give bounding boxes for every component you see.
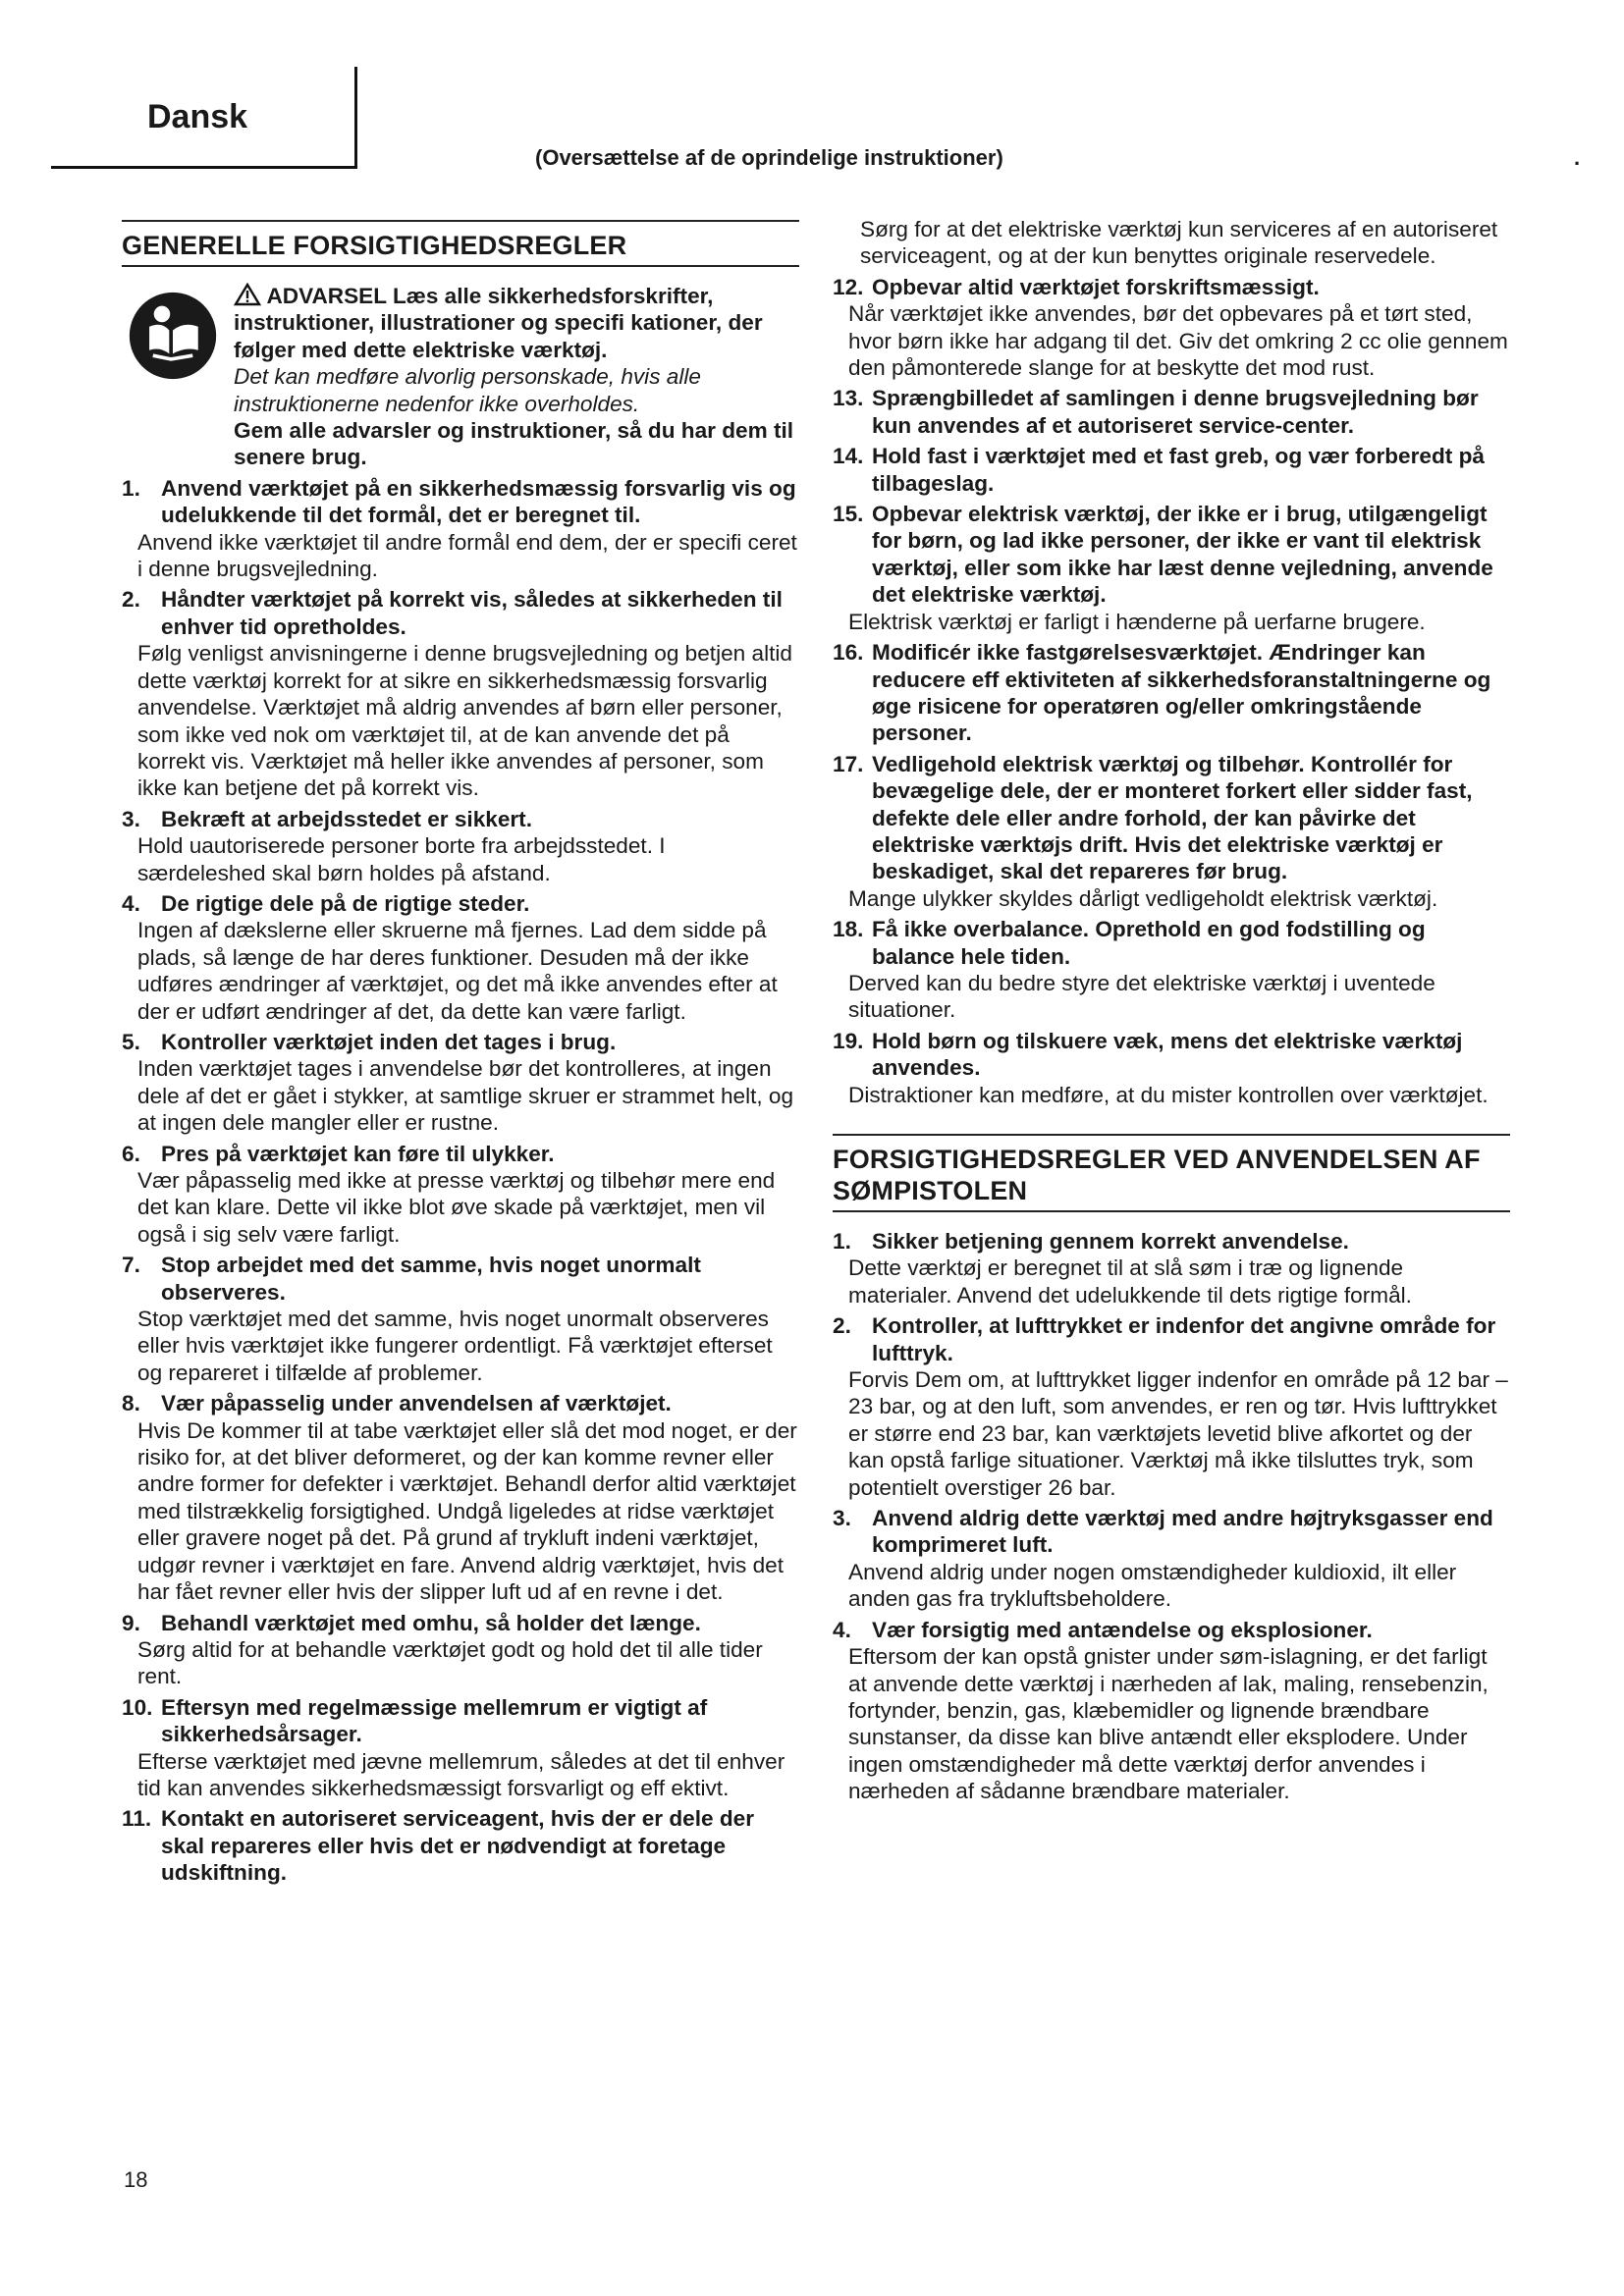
general-item-11: 11. Kontakt en autoriseret serviceagent, hvis der er dele der skal repareres eller hvis det er nødvendigt at foretage udskiftning. [122, 1806, 754, 1886]
warning-italic-text: Det kan medføre alvorlig personskade, hvis alle instruktionerne nedenfor ikke overholdes. [234, 364, 701, 416]
right-column [833, 216, 1510, 1805]
general-item-2: 2. Håndter værktøjet på korrekt vis, således at sikkerheden til enhver tid opretholdes. Følg venligst anvisningerne i denne brugsvejledning og betjen altid dette værktøj korrekt for at sikre en sikkerhedsmæssig forsvarlig anvendelse. Værktøjet må aldrig anvendes af børn eller personer, som ikke ved nok om værktøjet til, at de kan anvende det på korrekt vis. Værktøjet må heller ikke anvendes af personer, som ikke kan betjene det på korrekt vis. [122, 587, 792, 801]
item-11-continued: Sørg for at det elektriske værktøj kun serviceres af en autoriseret serviceagent, og at der kun benyttes originale reservedele. [860, 217, 1498, 269]
general-item-17: 17. Vedligehold elektrisk værktøj og tilbehør. Kontrollér for bevægelige dele, der er monteret forkert eller sidder fast, defekte dele eller andre forhold, der kan påvirke det elektriske værktøjs drift. Hvis det elektriske værktøj er beskadiget, skal det repareres før brug. Mange ulykker skyldes dårligt vedligeholdt elektrisk værktøj. [833, 751, 1473, 911]
general-item-14: 14. Hold fast i værktøjet med et fast greb, og vær forberedt på tilbageslag. [833, 444, 1485, 496]
nailer-section-title: FORSIGTIGHEDSREGLER VED ANVENDELSEN AF SØMPISTOLEN [833, 1134, 1510, 1212]
left-column [122, 216, 799, 1887]
general-item-18: 18. Få ikke overbalance. Oprethold en god fodstilling og balance hele tiden. Derved kan du bedre styre det elektriske værktøj i uventede situationer. [833, 917, 1435, 1023]
general-item-12: 12. Opbevar altid værktøjet forskriftsmæssigt. Når værktøjet ikke anvendes, bør det opbevares på et tørt sted, hvor børn ikke har adgang til det. Giv det omkring 2 cc olie gennem den påmonterede slange for at beskytte det mod rust. [833, 274, 1508, 381]
nailer-item-3: 3. Anvend aldrig dette værktøj med andre højtryksgasser end komprimeret luft. Anvend aldrig under nogen omstændigheder kuldioxid, ilt eller anden gas fra trykluftsbeholdere. [833, 1506, 1493, 1612]
warning-bold-text: Læs alle sikkerhedsforskrifter, instruktioner, illustrationer og specifi kationer, der følger med dette elektriske værktøj. [234, 284, 763, 362]
general-item-4: 4. De rigtige dele på de rigtige steder. Ingen af dækslerne eller skruerne må fjernes. Lad dem sidde på plads, så længe de har deres funktioner. Desuden må der ikke udføres ændringer af værktøjet, og det må ikke anvendes efter at der er udført ændringer af det, da dette kan være farligt. [122, 890, 778, 1024]
translation-note: (Oversættelse af de oprindelige instruktioner) [535, 145, 1003, 170]
general-section-title: GENERELLE FORSIGTIGHEDSREGLER [122, 220, 799, 267]
general-item-10: 10. Eftersyn med regelmæssige mellemrum er vigtigt af sikkerhedsårsager. Efterse værktøjet med jævne mellemrum, således at det til enhver tid kan anvendes sikkerhedsmæssigt forsvarligt og eff ektivt. [122, 1694, 785, 1800]
read-manual-icon [128, 291, 218, 381]
warning-block [122, 283, 799, 471]
general-item-3: 3. Bekræft at arbejdsstedet er sikkert. Hold uautoriserede personer borte fra arbejdsstedet. I særdeleshed skal børn holdes på afstand. [122, 806, 666, 885]
nailer-item-1: 1. Sikker betjening gennem korrekt anvendelse. Dette værktøj er beregnet til at slå søm i træ og lignende materialer. Anvend det udelukkende til dets rigtige formål. [833, 1229, 1412, 1308]
general-item-8: 8. Vær påpasselig under anvendelsen af værktøjet. Hvis De kommer til at tabe værktøjet eller slå det mod noget, er der risiko for, at det bliver deformeret, og der kan komme revner eller andre former for defekter i værktøjet. Behandl derfor altid værktøjet med tilstrækkelig forsigtighed. Undgå ligeledes at ridse værktøjet eller gravere noget på det. På grund af trykluft indeni værktøjet, udgør revner i værktøjet en fare. Anvend aldrig værktøjet, hvis det har fået revner eller hvis der slipper luft ud af en revne i det. [122, 1391, 797, 1605]
general-item-16: 16. Modificér ikke fastgørelsesværktøjet. Ændringer kan reducere eff ektiviteten af sikkerhedsforanstaltningerne og øge risicene for operatøren og/eller omkringstående personer. [833, 640, 1491, 746]
general-item-9: 9. Behandl værktøjet med omhu, så holder det længe. Sørg altid for at behandle værktøjet godt og hold det til alle tider rent. [122, 1610, 763, 1689]
general-item-19: 19. Hold børn og tilskuere væk, mens det elektriske værktøj anvendes. Distraktioner kan medføre, at du mister kontrollen over værktøjet. [833, 1028, 1489, 1107]
general-item-15: 15. Opbevar elektrisk værktøj, der ikke er i brug, utilgængeligt for børn, og lad ikke personer, der ikke er vant til elektrisk værktøj, eller som ikke har læst denne vejledning, anvende det elektriske værktøj. Elektrisk værktøj er farligt i hænderne på uerfarne brugere. [833, 502, 1493, 634]
keep-instructions-text: Gem alle advarsler og instruktioner, så du har dem til senere brug. [234, 418, 794, 470]
warning-text [234, 283, 799, 471]
page-number: 18 [124, 2167, 148, 2192]
language-label: Dansk [147, 98, 248, 135]
general-item-6: 6. Pres på værktøjet kan føre til ulykker. Vær påpasselig med ikke at presse værktøj og tilbehør mere end det kan klare. Dette vil ikke blot øve skade på værktøjet, men vil også i sig selv være farligt. [122, 1141, 776, 1247]
warning-triangle-icon [234, 283, 261, 306]
nailer-item-4: 4. Vær forsigtig med antændelse og eksplosioner. Eftersom der kan opstå gnister under søm-islagning, er det farligt at anvende dette værktøj i nærheden af lak, maling, rensebenzin, fortynder, benzin, gas, klæbemidler og lignende brændbare sunstanser, da disse kan blive antændt eller eksplodere. Under ingen omstændigheder må dette værktøj derfor anvendes i nærheden af sådanne brændbare materialer. [833, 1617, 1489, 1804]
general-item-5: 5. Kontroller værktøjet inden det tages i brug. Inden værktøjet tages i anvendelse bør det kontrolleres, at ingen dele af det er gået i stykker, at samtlige skruer er strammet helt, og at ingen dele mangler eller er rustne. [122, 1029, 794, 1136]
warning-label: ADVARSEL [266, 284, 387, 308]
nailer-item-2: 2. Kontroller, at lufttrykket er indenfor det angivne område for lufttryk. Forvis Dem om, at lufttrykket ligger indenfor en område på 12 bar – 23 bar, og at den luft, som anvendes, er ren og tør. Hvis lufttrykket er større end 23 bar, kan værktøjets levetid blive afkortet og der kan opstå farlige situationer. Værktøj må ikke tilsluttes tryk, som potentielt overstiger 26 bar. [833, 1313, 1508, 1500]
general-item-7: 7. Stop arbejdet med det samme, hvis noget unormalt observeres. Stop værktøjet med det samme, hvis noget unormalt observeres eller hvis værktøjet ikke fungerer ordentligt. Få værktøjet efterset og repareret i tilfælde af problemer. [122, 1253, 773, 1385]
general-item-1: 1. Anvend værktøjet på en sikkerhedsmæssig forsvarlig vis og udelukkende til det formål, det er beregnet til. Anvend ikke værktøjet til andre formål end dem, der er specifi ceret i denne brugsvejledning. [122, 475, 797, 582]
header-dot: . [1574, 145, 1581, 170]
general-item-13: 13. Sprængbilledet af samlingen i denne brugsvejledning bør kun anvendes af et autoriseret service-center. [833, 386, 1479, 438]
